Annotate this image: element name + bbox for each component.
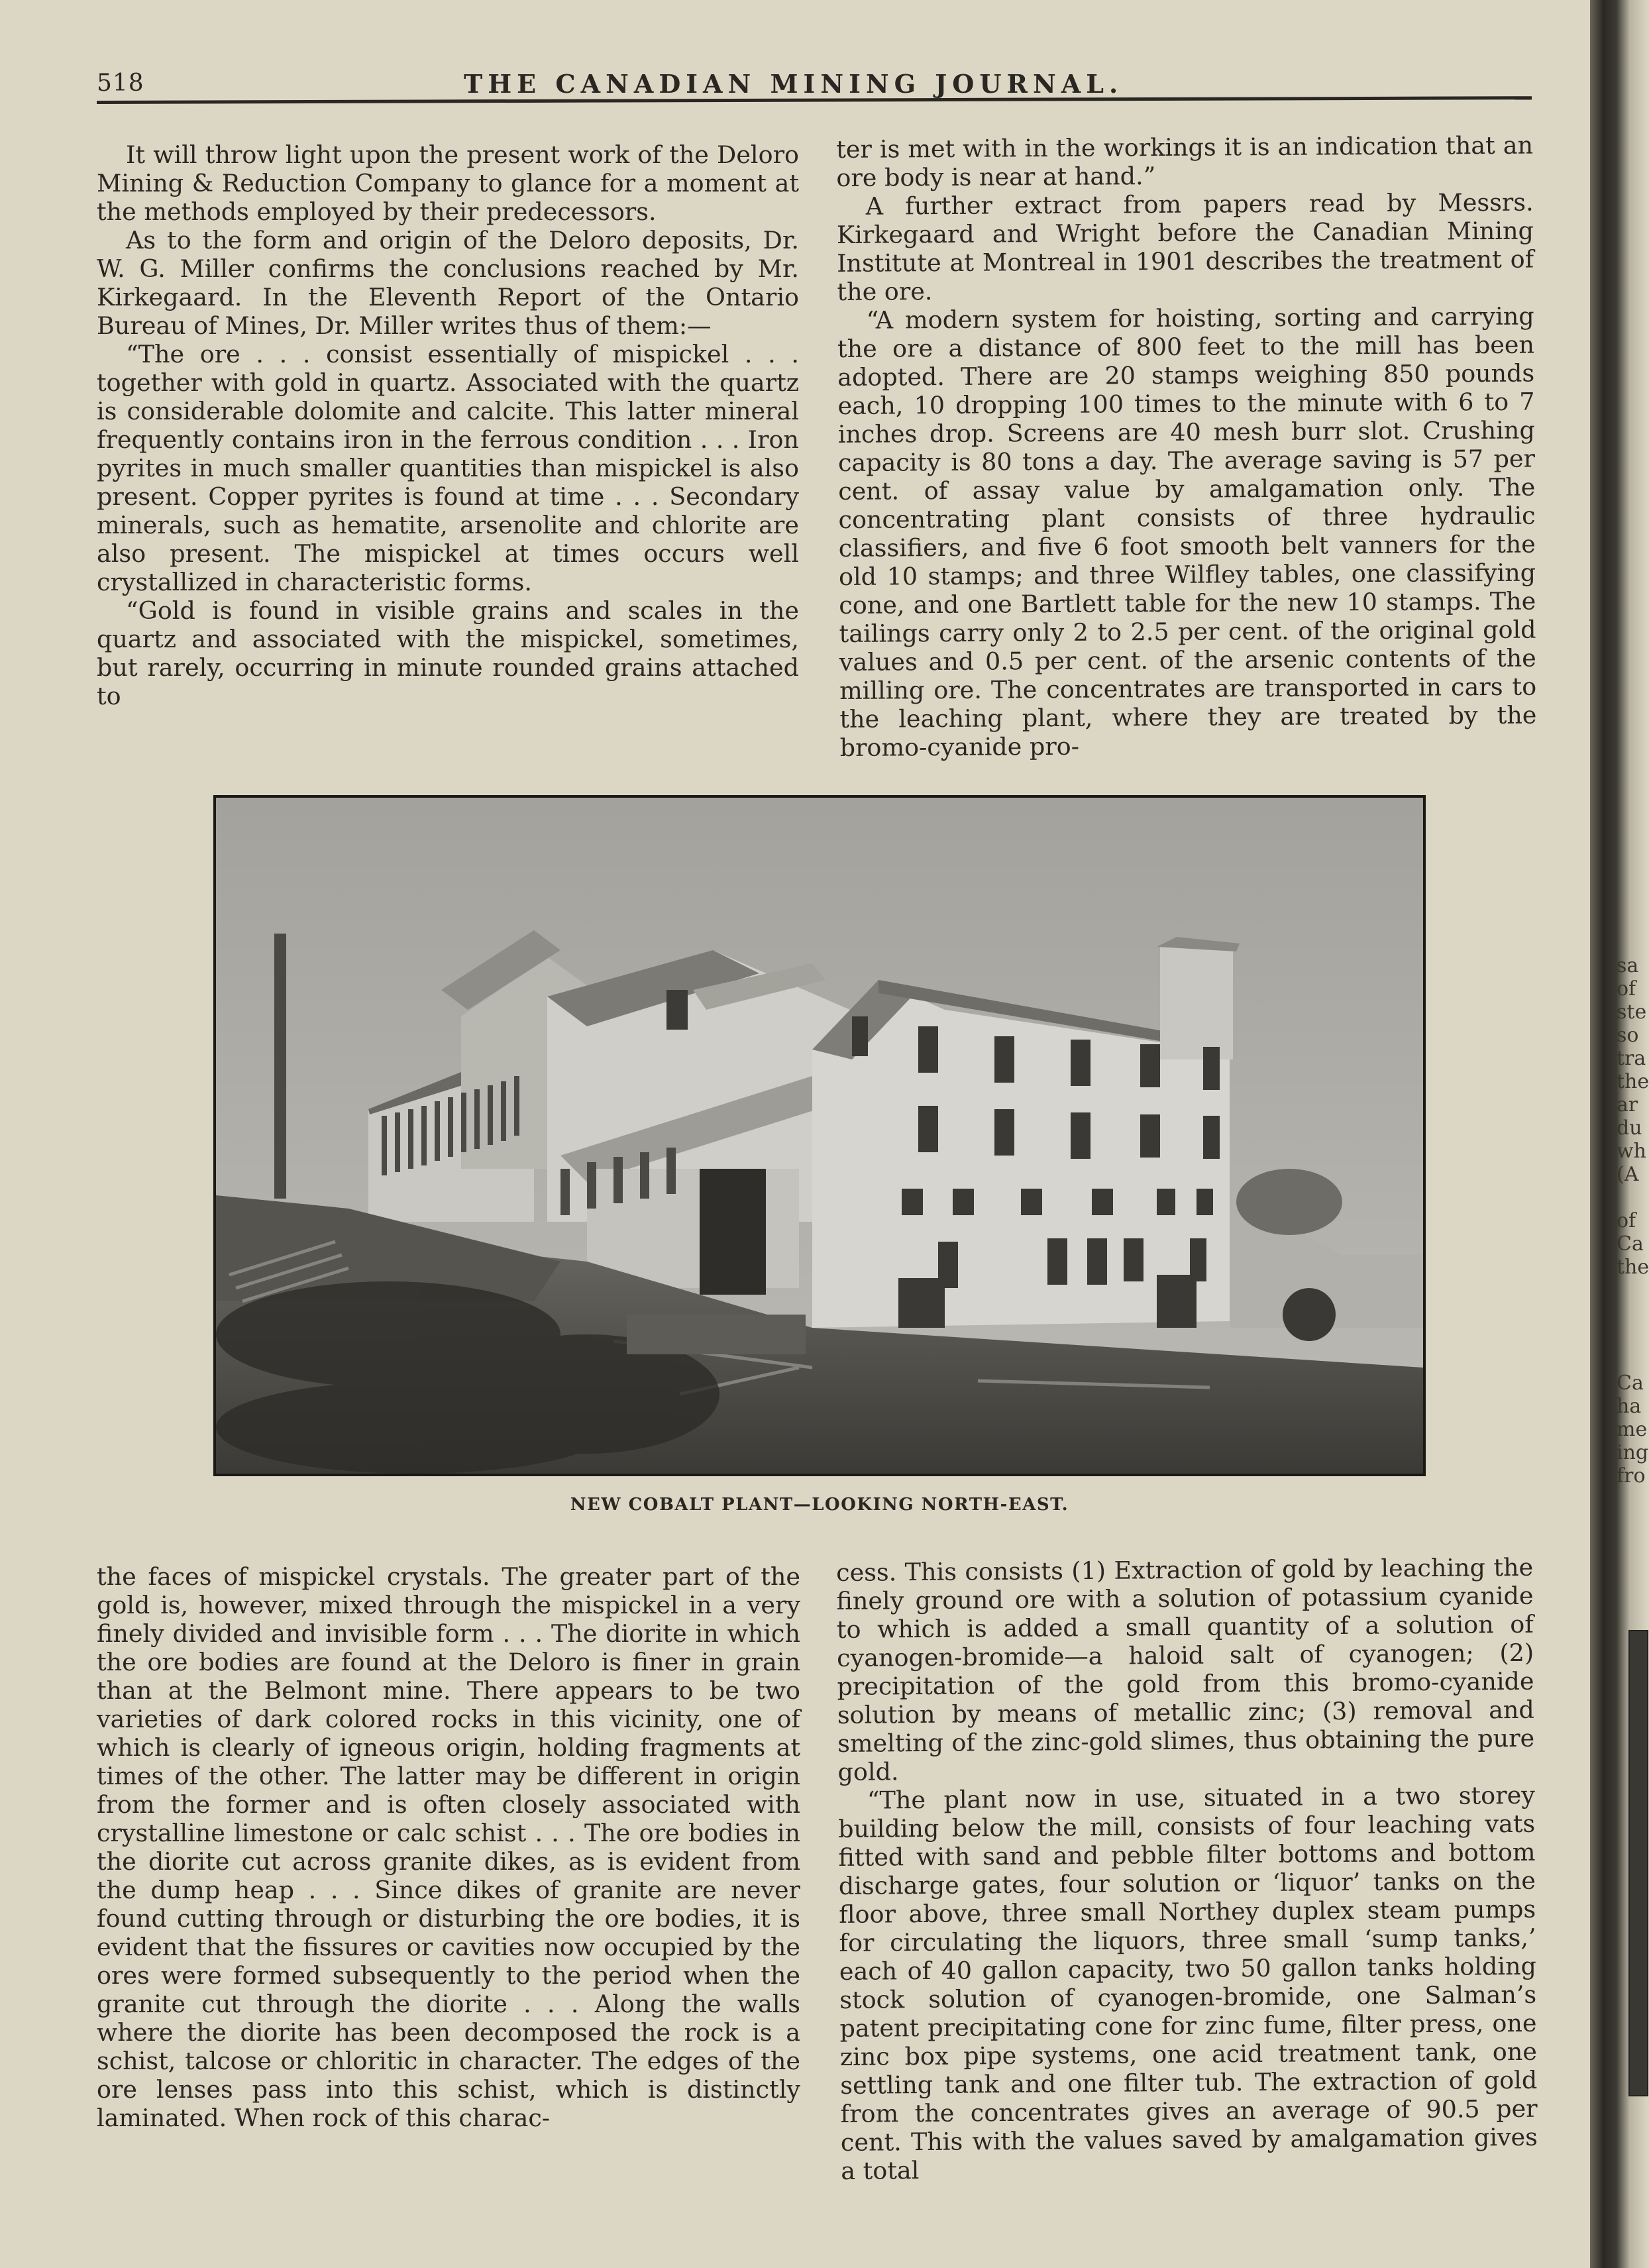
paragraph: the faces of mispickel crystals. The greater part of the gold is, however, mixed through the mispickel in a very finely divided and invisible form . . . The diorite in which the ore bodies are found at the Deloro is finer in grain than at the Belmont mine. There appears to be two varieties of dark colored rocks in this vicinity, one of which is clearly of igneous origin, holding fragments at times of the other. The latter may be different in origin from the former and is often closely associated with crystalline limestone or calc schist . . . The ore bodies in the diorite cut across granite dikes, as is evident from the dump heap . . . Since dikes of granite are never found cutting through or disturbing the ore bodies, it is evident that the fissures or cavities now occupied by the ores were formed subsequently to the period when the granite cut through the diorite . . . Along the walls where the diorite has been decomposed the rock is a schist, talcose or chloritic in character. The edges of the ore lenses pass into this schist, which is distinctly laminated. When rock of this charac- (97, 1562, 800, 2132)
fragment-line (1617, 1325, 1646, 1348)
journal-title: THE CANADIAN MINING JOURNAL. (464, 69, 1124, 99)
fragment-line: ar (1617, 1093, 1638, 1116)
fragment-line: of (1617, 1209, 1636, 1232)
fragment-line: tra (1617, 1047, 1646, 1070)
fragment-line (1617, 1348, 1646, 1372)
fragment-line (1617, 1186, 1646, 1209)
mill-building-photo (216, 798, 1423, 1474)
paragraph: It will throw light upon the present work of the Deloro Mining & Reduction Company to glance for a moment at the methods employed by their predecessors. (97, 140, 799, 226)
paragraph: As to the form and origin of the Deloro deposits, Dr. W. G. Miller confirms the conclusions reached by Mr. Kirkegaard. In the Eleventh Report of the Ontario Bureau of Mines, Dr. Miller writes thus of them:— (97, 226, 799, 340)
next-page-fragments (1617, 954, 1649, 1487)
fragment-line: the (1617, 1070, 1649, 1093)
paragraph: “A modern system for hoisting, sorting and carrying the ore a distance of 800 feet to the mill has been adopted. There are 20 stamps weighing 850 pounds each, 10 dropping 100 times to the minute with 6 to 7 inches drop. Screens are 40 mesh burr slot. Crushing capacity is 80 tons a day. The average saving is 57 per cent. of assay value by amalgamation only. The concentrating plant consists of three hydraulic classifiers, and five 6 foot smooth belt vanners for the old 10 stamps; and three Wilfley tables, one classifying cone, and one Bartlett table for the new 10 stamps. The tailings carry only 2 to 2.5 per cent. of the original gold values and 0.5 per cent. of the arsenic contents of the milling ore. The concentrates are transported in cars to the leaching plant, where they are treated by the bromo-cyanide pro- (837, 301, 1537, 762)
column-bottom-right (836, 1553, 1538, 2185)
fragment-line: so (1617, 1024, 1639, 1047)
column-top-right (836, 131, 1537, 762)
fragment-line (1617, 1302, 1646, 1325)
fragment-line: Ca (1617, 1372, 1644, 1395)
page-number: 518 (97, 70, 144, 97)
paragraph: ter is met with in the workings it is an indication that an ore body is near at hand.” (836, 131, 1534, 192)
paragraph: “The plant now in use, situated in a two storey building below the mill, consists of four leaching vats fitted with sand and pebble filter bottoms and bottom discharge gates, four solution or ‘liquor’ tanks on the floor above, three small Northey duplex steam pumps for circulating the liquors, three small ‘sump tanks,’ each of 40 gallon capacity, two 50 gallon tanks holding stock solution of cyanogen-bromide, one Salman’s patent precipitating cone for zinc fume, filter press, one zinc box pipe systems, one acid treatment tank, one settling tank and one filter tub. The extraction of gold from the concentrates gives an average of 90.5 per cent. This with the values saved by amalgamation gives a total (838, 1780, 1538, 2185)
next-page-photo-edge (1628, 1630, 1648, 2096)
column-bottom-left (97, 1562, 800, 2132)
paragraph: cess. This consists (1) Extraction of gold by leaching the finely ground ore with a solution of potassium cyanide to which is added a small quantity of a solution of cyanogen-bromide—a haloid salt of cyanogen; (2) precipitation of the gold from this bromo-cyanide solution by means of metallic zinc; (3) removal and smelting of the zinc-gold slimes, thus obtaining the pure gold. (836, 1552, 1535, 1786)
fragment-line: of (1617, 977, 1636, 1000)
photo-caption: NEW COBALT PLANT—LOOKING NORTH-EAST. (570, 1495, 1069, 1515)
fragment-line: ste (1617, 1000, 1647, 1024)
fragment-line: ing (1617, 1441, 1649, 1464)
fragment-line: the (1617, 1256, 1649, 1279)
paragraph: “Gold is found in visible grains and scales in the quartz and associated with the mispickel, sometimes, but rarely, occurring in minute rounded grains attached to (97, 596, 799, 710)
fragment-line: me (1617, 1418, 1648, 1441)
paragraph: A further extract from papers read by Messrs. Kirkegaard and Wright before the Canadian Mining Institute at Montreal in 1901 describes the treatment of the ore. (836, 188, 1534, 306)
fragment-line: ha (1617, 1395, 1642, 1418)
fragment-line (1617, 1279, 1646, 1302)
fragment-line: Ca (1617, 1232, 1644, 1256)
column-top-left (97, 140, 799, 710)
fragment-line: fro (1617, 1464, 1646, 1487)
fragment-line: wh (1617, 1140, 1646, 1163)
photograph (213, 795, 1426, 1476)
fragment-line: du (1617, 1116, 1642, 1140)
fragment-line: (A (1617, 1163, 1639, 1186)
paragraph: “The ore . . . consist essentially of mispickel . . . together with gold in quartz. Associated with the quartz is considerable dolomite and calcite. This latter mineral frequently contains iron in the ferrous condition . . . Iron pyrites in much smaller quantities than mispickel is also present. Copper pyrites is found at time . . . Secondary minerals, such as hematite, arsenolite and chlorite are also present. The mispickel at times occurs well crystallized in characteristic forms. (97, 340, 799, 596)
fragment-line: sa (1617, 954, 1639, 977)
